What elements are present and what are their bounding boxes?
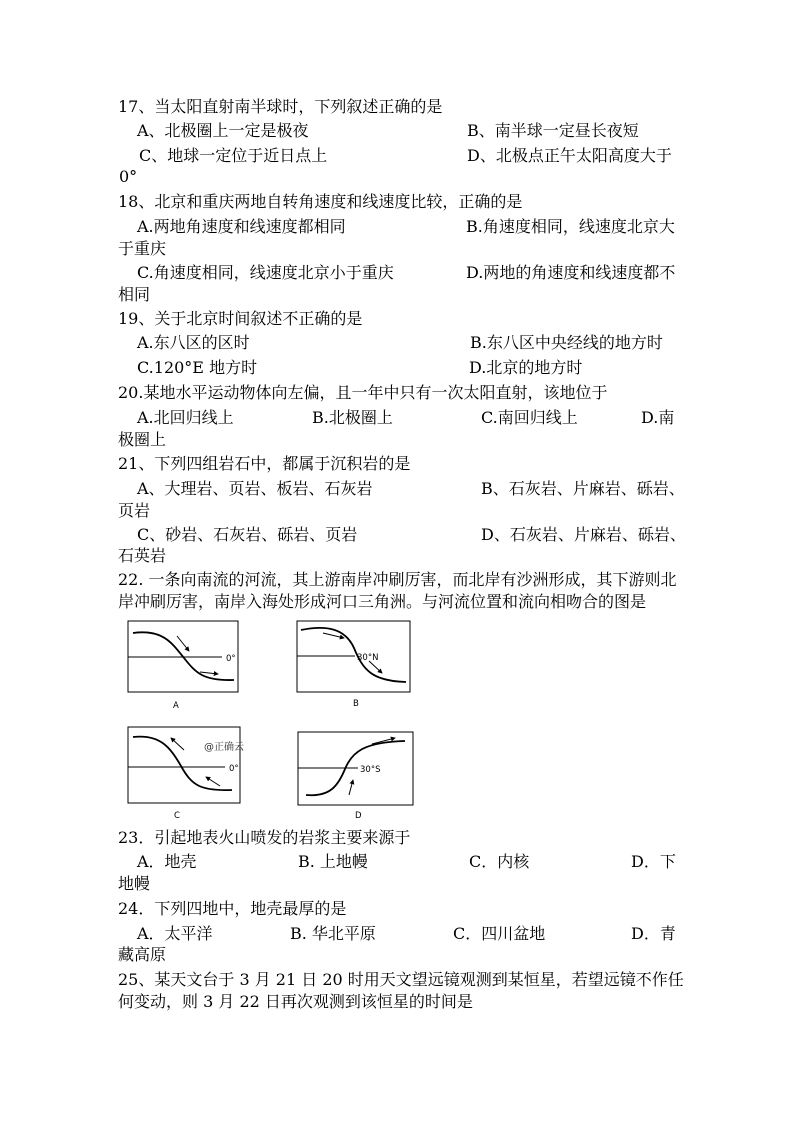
figure-d-caption: D: [355, 811, 362, 821]
q21-option-c: C、砂岩、石灰岩、砾岩、页岩: [137, 525, 358, 544]
q24-stem: 24．下列四地中，地壳最厚的是: [118, 899, 347, 918]
figure-c-frame: [128, 727, 240, 803]
q20-option-a: A.北回归线上: [137, 408, 234, 427]
q25-stem-line-1: 25、某天文台于 3 月 21 日 20 时用天文望远镜观测到某恒星，若望远镜不作任: [118, 970, 684, 989]
figure-b-caption: B: [353, 699, 359, 709]
q22-stem-line-2: 岸冲刷厉害，南岸入海处形成河口三角洲。与河流位置和流向相吻合的图是: [118, 592, 647, 611]
q19-option-b: B.东八区中央经线的地方时: [470, 333, 663, 352]
q18-option-d-wrap: 相同: [118, 285, 151, 304]
q20-option-c: C.南回归线上: [481, 408, 578, 427]
figure-d-flow-arrow-lower: [349, 780, 353, 795]
figure-b: [297, 621, 410, 709]
q19-stem: 19、关于北京时间叙述不正确的是: [118, 309, 363, 328]
watermark-text: @正确云: [204, 742, 244, 753]
q19-option-d: D.北京的地方时: [469, 358, 583, 377]
figure-d-latitude-label: 30°S: [360, 765, 381, 775]
figure-a-river: [133, 632, 234, 680]
q18-option-a: A.两地角速度和线速度都相同: [137, 217, 346, 236]
q24-option-d-wrap: 藏高原: [118, 945, 167, 964]
q21-option-b-wrap: 页岩: [118, 501, 151, 520]
q18-option-c: C.角速度相同，线速度北京小于重庆: [137, 263, 394, 282]
figure-c: [128, 727, 244, 821]
figure-b-latitude-label: 30°N: [357, 653, 379, 663]
figure-c-caption: C: [174, 811, 180, 821]
q23-option-d-wrap: 地幔: [118, 874, 151, 893]
q17-option-d: D、北极点正午太阳高度大于: [467, 146, 672, 165]
figure-a-flow-arrow-upper: [177, 636, 189, 651]
q23-option-a: A．地壳: [137, 852, 197, 871]
q24-option-b: B. 华北平原: [290, 924, 376, 943]
q17-stem: 17、当太阳直射南半球时，下列叙述正确的是: [118, 97, 443, 116]
q22-river-figures: [120, 612, 420, 827]
q19-option-c: C.120°E 地方时: [137, 358, 258, 377]
q23-option-c: C．内核: [469, 852, 530, 871]
figure-a-caption: A: [173, 701, 179, 711]
q17-option-b: B、南半球一定昼长夜短: [467, 121, 639, 140]
figure-d: [298, 732, 413, 821]
figure-a-flow-arrow-lower: [200, 672, 218, 674]
q25-stem-line-2: 何变动，则 3 月 22 日再次观测到该恒星的时间是: [118, 992, 473, 1011]
q23-option-b: B. 上地幔: [298, 852, 368, 871]
q18-option-b-wrap: 于重庆: [118, 239, 167, 258]
q23-stem: 23．引起地表火山喷发的岩浆主要来源于: [118, 828, 411, 847]
q24-option-c: C．四川盆地: [453, 924, 546, 943]
figure-b-river: [301, 628, 406, 682]
figure-c-flow-arrow-upper: [171, 738, 184, 750]
q19-option-a: A.东八区的区时: [137, 333, 250, 352]
q20-stem: 20.某地水平运动物体向左偏，且一年中只有一次太阳直射，该地位于: [118, 383, 608, 402]
q17-option-c: C、地球一定位于近日点上: [139, 146, 328, 165]
q24-option-a: A．太平洋: [137, 924, 213, 943]
q23-option-d: D．下: [631, 852, 676, 871]
q21-option-d: D、石灰岩、片麻岩、砾岩、: [481, 525, 686, 544]
q18-option-b: B.角速度相同，线速度北京大: [466, 217, 675, 236]
q18-stem: 18、北京和重庆两地自转角速度和线速度比较，正确的是: [118, 192, 523, 211]
q18-option-d: D.两地的角速度和线速度都不: [466, 263, 676, 282]
figure-c-latitude-label: 0°: [229, 764, 239, 774]
q22-stem-line-1: 22. 一条向南流的河流，其上游南岸冲刷厉害，而北岸有沙洲形成，其下游则北: [118, 570, 677, 589]
figure-a-latitude-label: 0°: [226, 654, 236, 664]
q21-option-d-wrap: 石英岩: [118, 546, 167, 565]
figure-a: [128, 621, 238, 711]
q17-option-d-wrap: 0°: [119, 167, 138, 186]
figure-c-flow-arrow-lower: [206, 777, 220, 786]
q24-option-d: D．青: [631, 924, 676, 943]
q20-option-b: B.北极圈上: [312, 408, 393, 427]
q21-option-a: A、大理岩、页岩、板岩、石灰岩: [137, 479, 373, 498]
q21-option-b: B、石灰岩、片麻岩、砾岩、: [481, 479, 685, 498]
q21-stem: 21、下列四组岩石中，都属于沉积岩的是: [118, 454, 411, 473]
q20-option-d-wrap: 极圈上: [118, 430, 167, 449]
q20-option-d: D.南: [641, 408, 675, 427]
q17-option-a: A、北极圈上一定是极夜: [137, 121, 309, 140]
